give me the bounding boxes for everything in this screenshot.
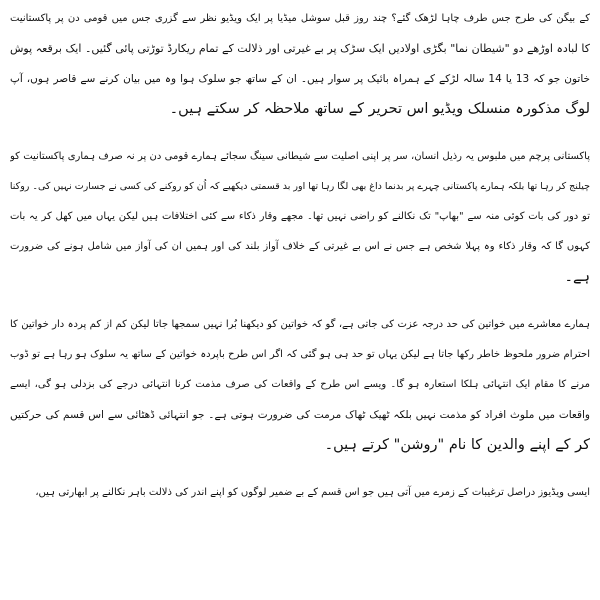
text-line: ہمارے معاشرے میں خواتین کی حد درجہ عزت کی جاتی ہے، گو کہ خواتین کو دیکھنا بُرا نہیں سمجھا جاتا لیکن کم از کم پردہ دار خواتین کا: [10, 319, 590, 330]
paragraph-1: [10, 4, 590, 124]
text-line: ہے۔: [564, 269, 590, 285]
text-line: احترام ضرور ملحوظ خاطر رکھا جاتا ہے لیکن یہاں تو حد ہی ہو گئی کہ اگر اس طرح باپردہ خواتین کے ساتھ یہ سلوک ہو رہا ہے تو ڈوب: [10, 349, 590, 360]
text-line: مرنے کا مقام ایک انتہائی ہلکا استعارہ ہو گا۔ ویسے اس طرح کے واقعات کی صرف مذمت کرنا انتہائی درجے کی بزدلی ہو گی، ایسے: [10, 379, 590, 390]
text-line: خاتون جو کہ 13 یا 14 سالہ لڑکے کے ہمراہ بائیک پر سوار ہیں۔ ان کے ساتھ جو سلوک ہوا وہ میں بیان کرنے سے قاصر ہوں، آپ: [10, 73, 590, 85]
paragraph-2: [10, 142, 590, 292]
text-line: کا لبادہ اوڑھے دو "شیطان نما" بگڑی اولادیں ایک سڑک پر بے غیرتی اور ذلالت کے تمام ریکارڈ توڑتی پائی گئیں۔ ایک برقعہ پوش: [10, 42, 590, 55]
paragraph-4: [10, 478, 590, 508]
text-line: لوگ مذکورہ منسلک ویڈیو اس تحریر کے ساتھ ملاحظہ کر سکتے ہیں۔: [169, 101, 590, 117]
text-line: ایسی ویڈیوز دراصل ترغیبات کے زمرے میں آتی ہیں جو اس قسم کے بے ضمیر لوگوں کو اپنے اندر کی ذلالت باہر نکالنے پر ابھارتی ہیں،: [35, 487, 590, 498]
text-line: پاکستانی پرچم میں ملبوس یہ رذیل انسان، سر پر اپنی اصلیت سے شیطانی سینگ سجائے ہمارے قومی دن پر نہ صرف ہماری پاکستانیت کو: [10, 151, 590, 162]
text-line: کہوں گا کہ وقار ذکاء وہ پہلا شخص ہے جس نے اس بے غیرتی کے خلاف آواز بلند کی اور ہمیں ان کی آواز میں شامل ہونے کی ضرورت: [10, 241, 590, 252]
text-line: تو دور کی بات کوئی منہ سے "بھاپ" تک نکالنے کو راضی نہیں تھا۔ مجھے وقار ذکاء سے کئی اختلافات ہیں لیکن یہاں میں کھل کر یہ بات: [10, 211, 590, 222]
paragraph-3: [10, 310, 590, 460]
text-line: واقعات میں ملوث افراد کو مذمت نہیں بلکہ ٹھیک ٹھاک مرمت کی ضرورت ہوتی ہے۔ جو انتہائی ڈھٹائی سے اس قسم کی حرکتیں: [10, 409, 590, 421]
text-line: چیلنج کر رہا تھا بلکہ ہمارے پاکستانی چہرے پر بدنما داغ بھی لگا رہا تھا اور بد قسمتی دیکھیے کہ اُن کو روکنے کی کسی نے جسارت نہیں کی۔ روکنا: [10, 181, 590, 192]
text-line: کر کے اپنے والدین کا نام "روشن" کرتے ہیں۔: [324, 437, 590, 453]
text-line: کے بیگن کی طرح جس طرف چاہا لڑھک گئے؟ چند روز قبل سوشل میڈیا پر ایک ویڈیو نظر سے گزری جس میں قومی دن پر پاکستانیت: [10, 13, 590, 24]
